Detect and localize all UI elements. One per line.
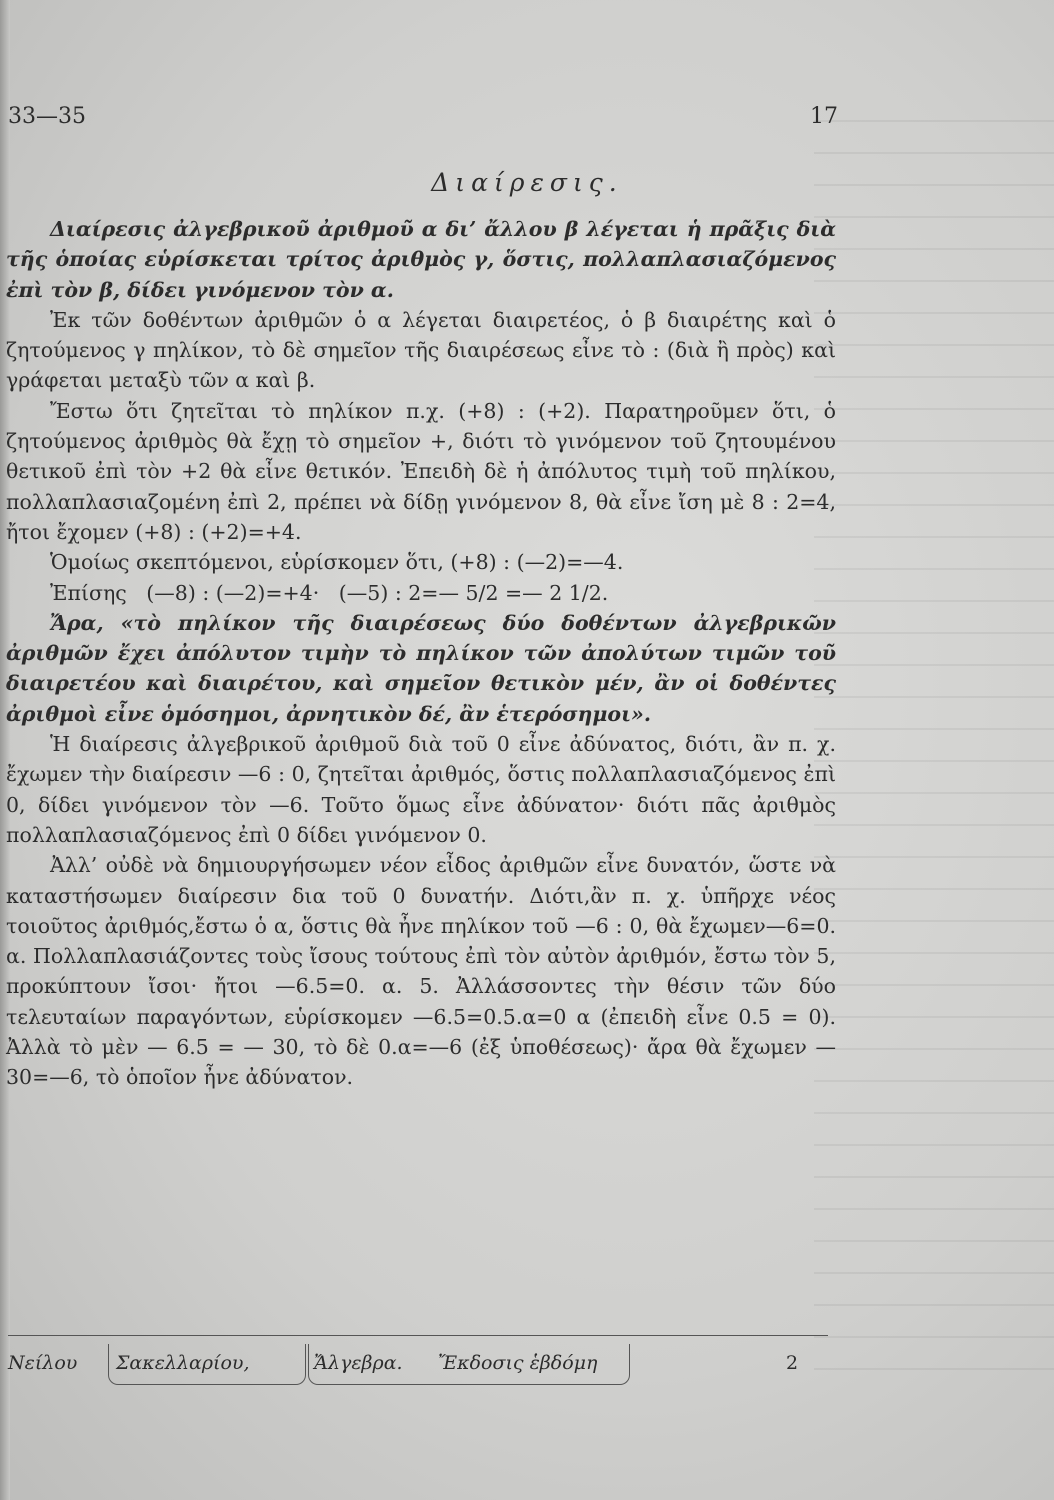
definition-paragraph bbox=[6, 214, 836, 305]
fraction-example-line: Ἐπίσης (—8) : (—2)=+4· (—5) : 2=— 5/2 =— 2 1/2. bbox=[50, 580, 609, 605]
footer-author-last: Σακελλαρίου, bbox=[116, 1352, 250, 1374]
section-range: 33—35 bbox=[8, 104, 86, 129]
rule-text: Ἄρα, «τὸ πηλίκον τῆς διαιρέσεως δύο δοθέντων ἀλγεβρικῶν ἀριθμῶν ἔχει ἀπόλυτον τιμὴν τὸ πηλίκον τῶν ἀπολύτων τιμῶν τοῦ διαιρετέου καὶ διαιρέτου, καὶ σημεῖον θετικὸν μέν, ἂν οἱ δοθέντες ἀριθμοὶ εἶνε ὁμόσημοι, ἀρνητικὸν δέ, ἂν ἑτερόσημοι». bbox=[6, 610, 836, 726]
new-number-paragraph: Ἀλλ’ οὐδὲ νὰ δημιουργήσωμεν νέον εἶδος ἀριθμῶν εἶνε δυνατόν, ὥστε νὰ καταστήσωμεν διαίρεσιν δια τοῦ 0 δυνατήν. Διότι,ἂν π. χ. ὑπῆρχε νέος τοιοῦτος ἀριθμός,ἔστω ὁ α, ὅστις θὰ ἦνε πηλίκον τοῦ —6 : 0, θὰ ἔχωμεν—6=0. α. Πολλαπλασιάζοντες τοὺς ἴσους τούτους ἐπὶ τὸν αὐτὸν ἀριθμόν, ἔστω τὸν 5, προκύπτουν ἴσοι· ἤτοι —6.5=0. α. 5. Ἀλλάσσοντες τὴν θέσιν τῶν δύο τελευταίων παραγόντων, εὑρίσκομεν —6.5=0.5.α=0 α (ἐπειδὴ εἶνε 0.5 = 0). Ἀλλὰ τὸ μὲν — 6.5 = — 30, τὸ δὲ 0.α=—6 (ἐξ ὑποθέσεως)· ἄρα θὰ ἔχωμεν —30=—6, τὸ ὁποῖον ἦνε ἀδύνατον. bbox=[6, 853, 836, 1090]
rule-paragraph bbox=[6, 608, 836, 729]
footer-edition: Ἔκδοσις ἑβδόμη bbox=[438, 1352, 598, 1374]
terms-paragraph: Ἐκ τῶν δοθέντων ἀριθμῶν ὁ α λέγεται διαιρετέος, ὁ β διαιρέτης καὶ ὁ ζητούμενος γ πηλίκον, τὸ δὲ σημεῖον τῆς διαιρέσεως εἶνε τὸ : (διὰ ἢ πρὸς) καὶ γράφεται μεταξὺ τῶν α καὶ β. bbox=[6, 307, 836, 393]
footer-author-first: Νείλου bbox=[8, 1352, 78, 1374]
footer-rule bbox=[8, 1335, 828, 1336]
body-text bbox=[6, 214, 836, 1093]
similar-paragraph: Ὁμοίως σκεπτόμενοι, εὑρίσκομεν ὅτι, (+8) : (—2)=—4. bbox=[50, 550, 624, 575]
page-number: 17 bbox=[810, 104, 838, 129]
division-by-zero-paragraph: Ἡ διαίρεσις ἀλγεβρικοῦ ἀριθμοῦ διὰ τοῦ 0 εἶνε ἀδύνατος, διότι, ἂν π. χ. ἔχωμεν τὴν διαίρεσιν —6 : 0, ζητεῖται ἀριθμός, ὅστις πολλαπλασιαζόμενος ἐπὶ 0, δίδει γινόμενον τὸν —6. Τοῦτο ὅμως εἶνε ἀδύνατον· διότι πᾶς ἀριθμὸς πολλαπλασιαζόμενος ἐπὶ 0 δίδει γινόμενον 0. bbox=[6, 732, 836, 847]
bleed-through-shadow bbox=[814, 120, 1054, 1380]
printer-signature-footer bbox=[8, 1344, 828, 1388]
definition-text: Διαίρεσις ἀλγεβρικοῦ ἀριθμοῦ α δι’ ἄλλου β λέγεται ἡ πρᾶξις διὰ τῆς ὁποίας εὑρίσκεται τρίτος ἀριθμὸς γ, ὅστις, πολλαπλασιαζόμενος ἐπὶ τὸν β, δίδει γινόμενον τὸν α. bbox=[6, 217, 836, 302]
section-title: Διαίρεσις. bbox=[431, 168, 623, 197]
footer-book-title: Ἄλγεβρα. bbox=[314, 1352, 403, 1374]
footer-signature-number: 2 bbox=[786, 1352, 799, 1374]
example-paragraph: Ἔστω ὅτι ζητεῖται τὸ πηλίκον π.χ. (+8) : (+2). Παρατηροῦμεν ὅτι, ὁ ζητούμενος ἀριθμὸς θὰ ἔχῃ τὸ σημεῖον +, διότι τὸ γινόμενον τοῦ ζητουμένου θετικοῦ ἐπὶ τὸν +2 θὰ εἶνε θετικόν. Ἐπειδὴ δὲ ἡ ἀπόλυτος τιμὴ τοῦ πηλίκου, πολλαπλασιαζομένη ἐπὶ 2, πρέπει νὰ δίδῃ γινόμενον 8, θὰ εἶνε ἴση μὲ 8 : 2=4, ἤτοι ἔχομεν (+8) : (+2)=+4. bbox=[6, 398, 836, 544]
